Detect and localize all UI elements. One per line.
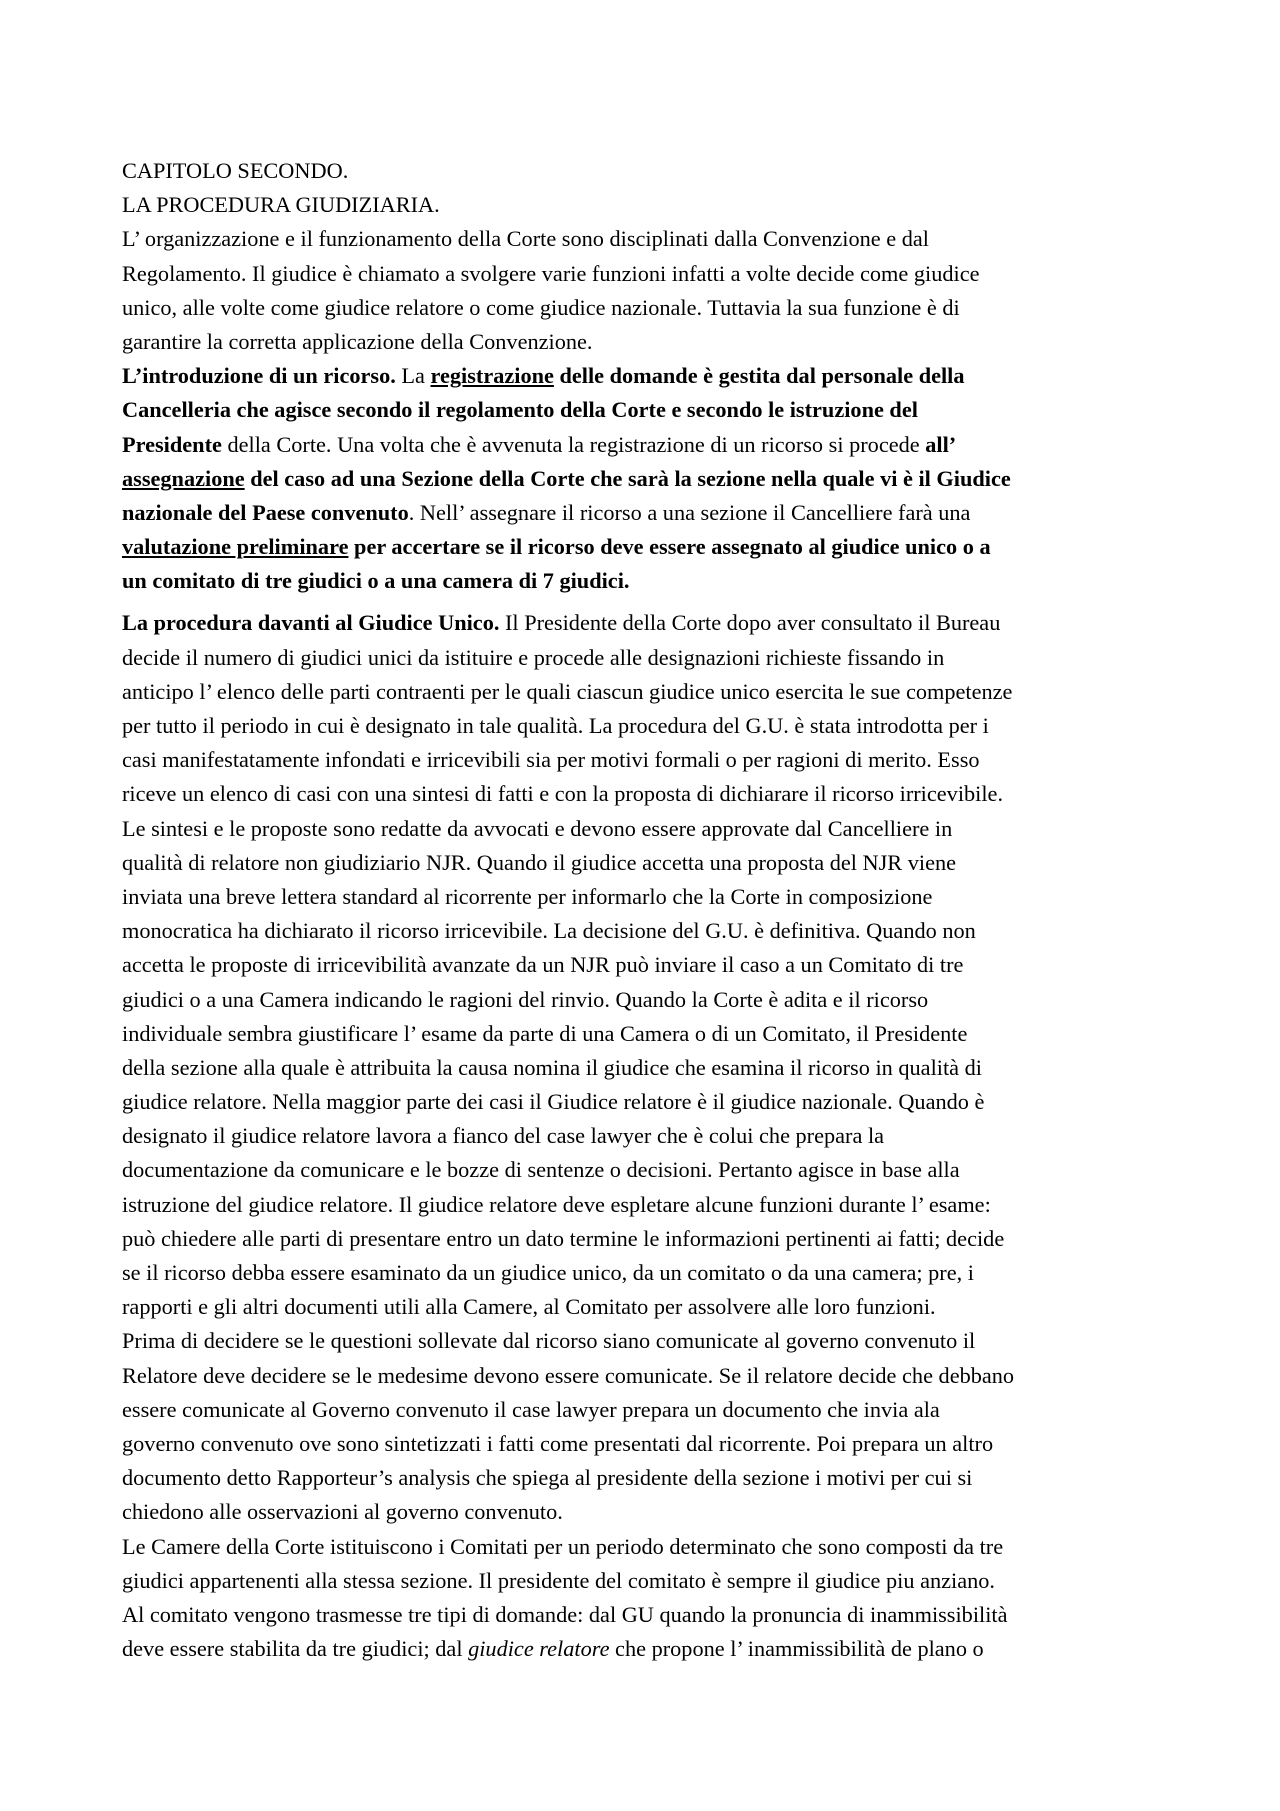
paragraph-line: garantire la corretta applicazione della Convenzione.: [122, 328, 593, 354]
paragraph-line: unico, alle volte come giudice relatore o come giudice nazionale. Tuttavia la sua funzione è di: [122, 294, 960, 320]
paragraph-line: giudice relatore. Nella maggior parte dei casi il Giudice relatore è il giudice nazionale. Quando è: [122, 1089, 985, 1115]
chapter-title: LA PROCEDURA GIUDIZIARIA.: [122, 192, 440, 218]
paragraph-line: può chiedere alle parti di presentare entro un dato termine le informazioni pertinenti ai fatti; decide: [122, 1225, 1005, 1251]
keyword-valutazione: valutazione preliminare: [122, 534, 349, 560]
paragraph-line: essere comunicate al Governo convenuto il case lawyer prepara un documento che invia ala: [122, 1396, 940, 1422]
paragraph-line: istruzione del giudice relatore. Il giudice relatore deve espletare alcune funzioni durante l’ esame:: [122, 1191, 991, 1217]
paragraph-line: assegnazione del caso ad una Sezione della Corte che sarà la sezione nella quale vi è il Giudice: [122, 465, 1011, 491]
paragraph-line: valutazione preliminare per accertare se il ricorso deve essere assegnato al giudice unico o a: [122, 534, 991, 560]
paragraph-line: L’ organizzazione e il funzionamento della Corte sono disciplinati dalla Convenzione e dal: [122, 226, 929, 252]
paragraph-line: Al comitato vengono trasmesse tre tipi di domande: dal GU quando la pronuncia di inammissibilità: [122, 1601, 1008, 1627]
paragraph-line: L’introduzione di un ricorso. La registrazione delle domande è gestita dal personale della: [122, 363, 965, 389]
paragraph-line: rapporti e gli altri documenti utili alla Camere, al Comitato per assolvere alle loro funzioni.: [122, 1294, 936, 1320]
paragraph-line: documentazione da comunicare e le bozze di sentenze o decisioni. Pertanto agisce in base alla: [122, 1157, 960, 1183]
paragraph-line: designato il giudice relatore lavora a fianco del case lawyer che è colui che prepara la: [122, 1123, 885, 1149]
paragraph-line: documento detto Rapporteur’s analysis che spiega al presidente della sezione i motivi per cui si: [122, 1465, 973, 1491]
keyword-registrazione: registrazione: [430, 363, 554, 389]
paragraph-line: per tutto il periodo in cui è designato in tale qualità. La procedura del G.U. è stata introdotta per i: [122, 713, 989, 738]
paragraph-line: Prima di decidere se le questioni sollevate dal ricorso siano comunicate al governo convenuto il: [122, 1328, 976, 1354]
section-heading-giudice-unico: La procedura davanti al Giudice Unico.: [122, 610, 500, 636]
paragraph-line: giudici appartenenti alla stessa sezione. Il presidente del comitato è sempre il giudice piu anziano.: [122, 1567, 995, 1593]
paragraph-line: qualità di relatore non giudiziario NJR. Quando il giudice accetta una proposta del NJR viene: [122, 849, 957, 875]
paragraph-line: nazionale del Paese convenuto. Nell’ assegnare il ricorso a una sezione il Cancelliere farà una: [122, 499, 971, 525]
paragraph-line: individuale sembra giustificare l’ esame da parte di una Camera o di un Comitato, il Presidente: [122, 1020, 968, 1046]
paragraph-line: un comitato di tre giudici o a una camera di 7 giudici.: [122, 568, 630, 594]
italic-giudice-relatore: giudice relatore: [468, 1636, 610, 1662]
paragraph-line: giudici o a una Camera indicando le ragioni del rinvio. Quando la Corte è adita e il ricorso: [122, 986, 929, 1012]
paragraph-line: deve essere stabilita da tre giudici; dal giudice relatore che propone l’ inammissibilità de plano o: [122, 1636, 984, 1662]
paragraph-line: accetta le proposte di irricevibilità avanzate da un NJR può inviare il caso a un Comitato di tre: [122, 952, 964, 978]
paragraph-line: Regolamento. Il giudice è chiamato a svolgere varie funzioni infatti a volte decide come giudice: [122, 260, 980, 286]
paragraph-line: governo convenuto ove sono sintetizzati i fatti come presentati dal ricorrente. Poi prepara un altro: [122, 1430, 994, 1456]
chapter-heading: CAPITOLO SECONDO.: [122, 158, 349, 183]
paragraph-line: della sezione alla quale è attribuita la causa nomina il giudice che esamina il ricorso in qualità di: [122, 1054, 982, 1080]
paragraph-line: Le Camere della Corte istituiscono i Comitati per un periodo determinato che sono composti da tre: [122, 1533, 1004, 1559]
paragraph-line: monocratica ha dichiarato il ricorso irricevibile. La decisione del G.U. è definitiva. Quando non: [122, 918, 976, 944]
paragraph-line: riceve un elenco di casi con una sintesi di fatti e con la proposta di dichiarare il ricorso irricevibile.: [122, 781, 1004, 807]
section-heading-ricorso: L’introduzione di un ricorso.: [122, 363, 396, 389]
keyword-assegnazione: assegnazione: [122, 465, 245, 491]
paragraph-line: Presidente della Corte. Una volta che è avvenuta la registrazione di un ricorso si procede all’: [122, 431, 957, 457]
paragraph-line: anticipo l’ elenco delle parti contraenti per le quali ciascun giudice unico esercita le sue competenze: [122, 678, 1013, 704]
paragraph-line: chiedono alle osservazioni al governo convenuto.: [122, 1499, 563, 1525]
paragraph-line: se il ricorso debba essere esaminato da un giudice unico, da un comitato o da una camera; pre, i: [122, 1260, 974, 1285]
document-body: [122, 154, 1182, 1666]
paragraph-line: decide il numero di giudici unici da istituire e procede alle designazioni richieste fissando in: [122, 644, 945, 670]
paragraph-line: inviata una breve lettera standard al ricorrente per informarlo che la Corte in composizione: [122, 883, 933, 909]
paragraph-line: Cancelleria che agisce secondo il regolamento della Corte e secondo le istruzione del: [122, 397, 918, 423]
paragraph-gap: [122, 598, 1182, 606]
paragraph-line: casi manifestatamente infondati e irricevibili sia per motivi formali o per ragioni di merito. Esso: [122, 747, 980, 773]
paragraph-line: Le sintesi e le proposte sono redatte da avvocati e devono essere approvate dal Cancelliere in: [122, 815, 953, 841]
paragraph-line: Relatore deve decidere se le medesime devono essere comunicate. Se il relatore decide che debbano: [122, 1362, 1015, 1388]
paragraph-line: La procedura davanti al Giudice Unico. Il Presidente della Corte dopo aver consultato il Bureau: [122, 610, 1001, 636]
